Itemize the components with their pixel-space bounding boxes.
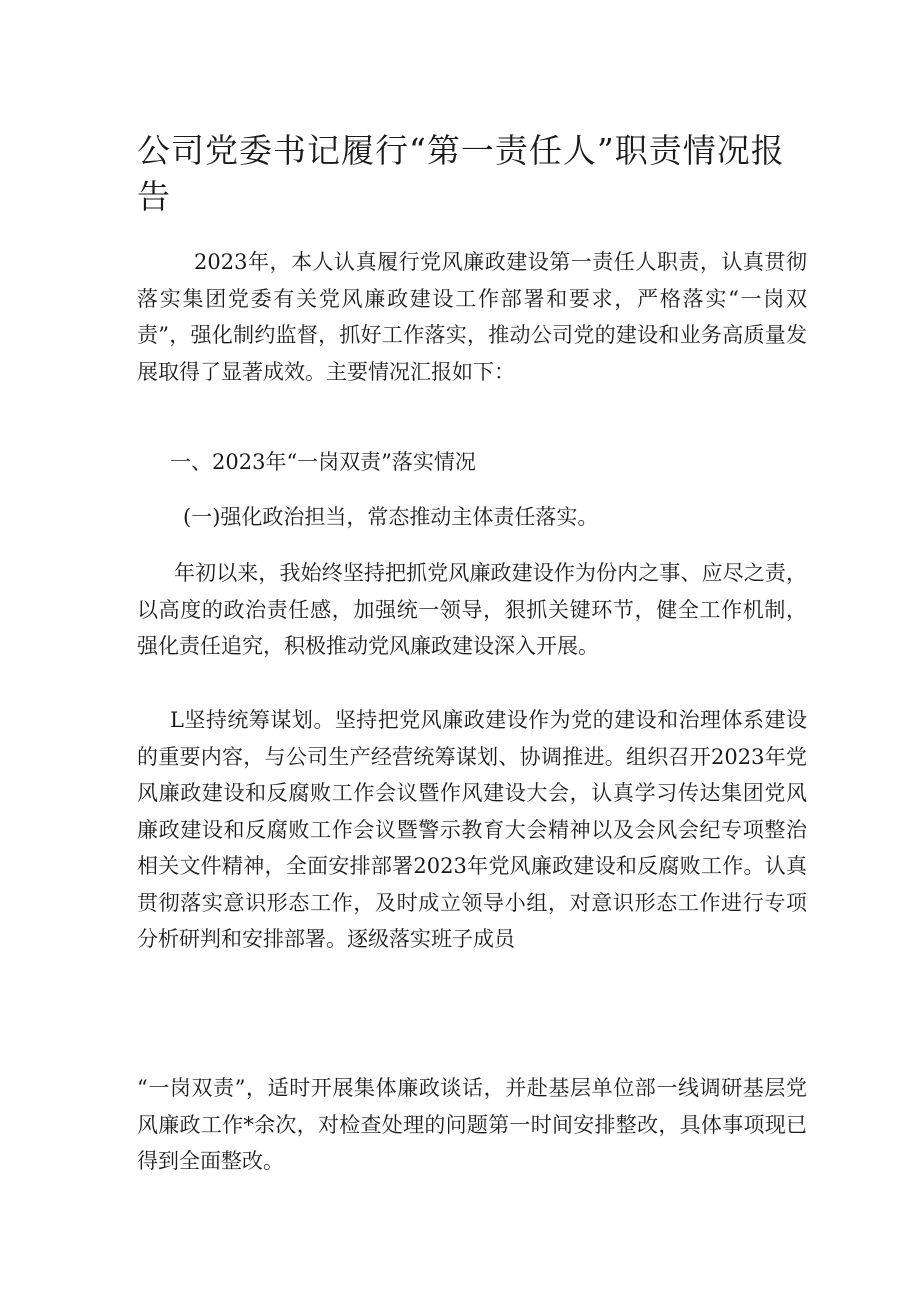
body-paragraph-1: 年初以来，我始终坚持把抓党风廉政建设作为份内之事、应尽之责，以高度的政治责任感，加强统一领导，狠抓关键环节，健全工作机制，强化责任追究，积极推动党风廉政建设深入开展。 <box>137 561 807 658</box>
section-heading-1: 一、2023年“一岗双责”落实情况 <box>170 450 476 474</box>
body-paragraph-3: “一岗双责”，适时开展集体廉政谈话，并赴基层单位部一线调研基层党风廉政工作*余次，对检查处理的问题第一时间安排整改，具体事项现已得到全面整改。 <box>137 1076 807 1173</box>
body-paragraph-2: L坚持统筹谋划。坚持把党风廉政建设作为党的建设和治理体系建设的重要内容，与公司生产经营统筹谋划、协调推进。组织召开2023年党风廉政建设和反腐败工作会议暨作风建设大会，认真学习传达集团党风廉政建设和反腐败工作会议暨警示教育大会精神以及会风会纪专项整治相关文件精神，全面安排部署2023年党风廉政建设和反腐败工作。认真贯彻落实意识形态工作，及时成立领导小组，对意识形态工作进行专项分析研判和安排部署。逐级落实班子成员 <box>137 708 807 951</box>
document-title: 公司党委书记履行“第一责任人”职责情况报告 <box>137 131 785 216</box>
intro-paragraph: 2023年，本人认真履行党风廉政建设第一责任人职责，认真贯彻落实集团党委有关党风廉政建设工作部署和要求，严格落实“一岗双责”，强化制约监督，抓好工作落实，推动公司党的建设和业务高质量发展取得了显著成效。主要情况汇报如下： <box>137 250 807 384</box>
subsection-heading-1: (一)强化政治担当，常态推动主体责任落实。 <box>183 505 599 529</box>
